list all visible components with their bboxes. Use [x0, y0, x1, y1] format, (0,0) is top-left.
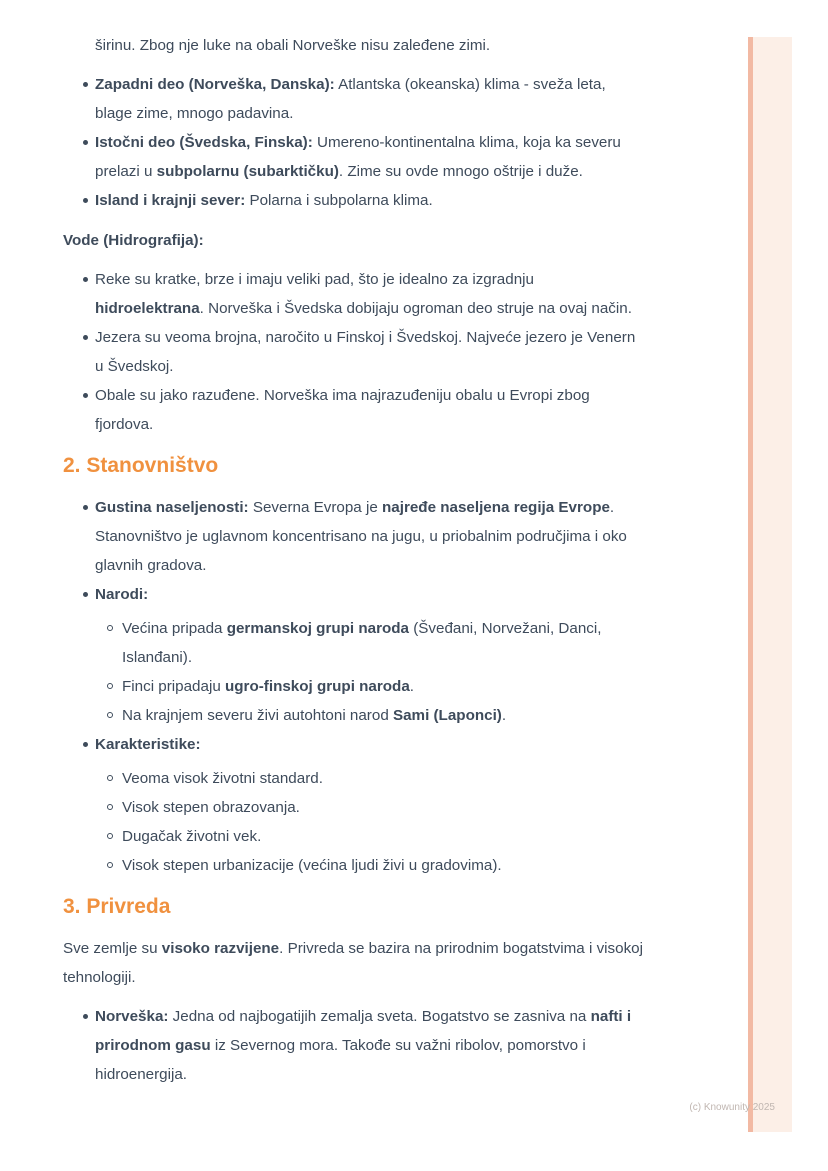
list-item	[95, 128, 643, 186]
list-item-text: Narodi:	[95, 586, 149, 603]
list-item-text: Zapadni deo (Norveška, Danska): Atlantska (okeanska) klima - sveža leta, blage zime, mnogo padavina.	[95, 76, 606, 122]
continuation-paragraph: širinu. Zbog nje luke na obali Norveške nisu zaleđene zimi.	[95, 37, 491, 54]
list-item-text: Reke su kratke, brze i imaju veliki pad, što je idealno za izgradnju hidroelektrana. Norveška i Švedska dobijaju ogroman deo struje na ovaj način.	[95, 271, 632, 317]
list-item	[95, 265, 643, 323]
list-item-text: Visok stepen urbanizacije (većina ljudi živi u gradovima).	[122, 857, 502, 874]
section-heading-privreda: 3. Privreda	[63, 895, 171, 918]
list-item	[122, 614, 643, 672]
list-item-text: Island i krajnji sever: Polarna i subpolarna klima.	[95, 192, 433, 209]
climate-list	[63, 70, 643, 215]
page-content	[63, 0, 643, 1089]
bullet-icon	[83, 140, 88, 145]
list-item	[95, 323, 643, 381]
list-item	[122, 793, 643, 822]
bullet-icon	[83, 592, 88, 597]
circle-bullet-icon	[107, 862, 113, 868]
population-list	[63, 493, 643, 880]
characteristics-sublist	[95, 764, 643, 880]
list-item-text: Dugačak životni vek.	[122, 828, 262, 845]
list-item-text: Istočni deo (Švedska, Finska): Umereno-kontinentalna klima, koja ka severu prelazi u subpolarnu (subarktičku). Zime su ovde mnogo oštrije i duže.	[95, 134, 621, 180]
bullet-icon	[83, 198, 88, 203]
circle-bullet-icon	[107, 833, 113, 839]
bullet-icon	[83, 82, 88, 87]
circle-bullet-icon	[107, 712, 113, 718]
list-item	[95, 493, 643, 580]
copyright-watermark: (c) Knowunity 2025	[689, 1102, 775, 1113]
list-item	[95, 381, 643, 439]
economy-intro-paragraph: Sve zemlje su visoko razvijene. Privreda se bazira na prirodnim bogatstvima i visokoj tehnologiji.	[63, 940, 644, 986]
circle-bullet-icon	[107, 683, 113, 689]
bullet-icon	[83, 505, 88, 510]
list-item	[122, 701, 643, 730]
bullet-icon	[83, 393, 88, 398]
list-item-text: Obale su jako razuđene. Norveška ima najrazuđeniju obalu u Evropi zbog fjordova.	[95, 387, 590, 433]
list-item-text: Karakteristike:	[95, 736, 201, 753]
list-item	[122, 764, 643, 793]
economy-list	[63, 1002, 643, 1089]
list-item	[95, 186, 643, 215]
peoples-sublist	[95, 614, 643, 730]
list-item-text: Većina pripada germanskoj grupi naroda (Šveđani, Norvežani, Danci, Islanđani).	[122, 620, 602, 666]
list-item-text: Norveška: Jedna od najbogatijih zemalja sveta. Bogatstvo se zasniva na nafti i prirodnom gasu iz Severnog mora. Takođe su važni ribolov, pomorstvo i hidroenergija.	[95, 1008, 632, 1083]
circle-bullet-icon	[107, 625, 113, 631]
section-heading-stanovnistvo: 2. Stanovništvo	[63, 454, 219, 477]
list-item-text: Visok stepen obrazovanja.	[122, 799, 300, 816]
list-item	[95, 1002, 643, 1089]
list-item-text: Gustina naseljenosti: Severna Evropa je najređe naseljena regija Evrope. Stanovništvo je uglavnom koncentrisano na jugu, u priobalnim područjima i oko glavnih gradova.	[95, 499, 627, 574]
list-item	[122, 822, 643, 851]
list-item	[122, 672, 643, 701]
list-item-text: Jezera su veoma brojna, naročito u Finskoj i Švedskoj. Najveće jezero je Venern u Švedskoj.	[95, 329, 636, 375]
hydrography-heading: Vode (Hidrografija):	[63, 232, 204, 249]
bullet-icon	[83, 742, 88, 747]
list-item	[122, 851, 643, 880]
bullet-icon	[83, 335, 88, 340]
circle-bullet-icon	[107, 804, 113, 810]
bullet-icon	[83, 1014, 88, 1019]
circle-bullet-icon	[107, 775, 113, 781]
decorative-stripe	[748, 37, 792, 1132]
list-item	[95, 70, 643, 128]
hydrography-list	[63, 265, 643, 439]
bullet-icon	[83, 277, 88, 282]
list-item-text: Na krajnjem severu živi autohtoni narod Sami (Laponci).	[122, 707, 507, 724]
list-item-text: Finci pripadaju ugro-finskoj grupi naroda.	[122, 678, 415, 695]
list-item	[95, 580, 643, 730]
list-item-text: Veoma visok životni standard.	[122, 770, 323, 787]
list-item	[95, 730, 643, 880]
